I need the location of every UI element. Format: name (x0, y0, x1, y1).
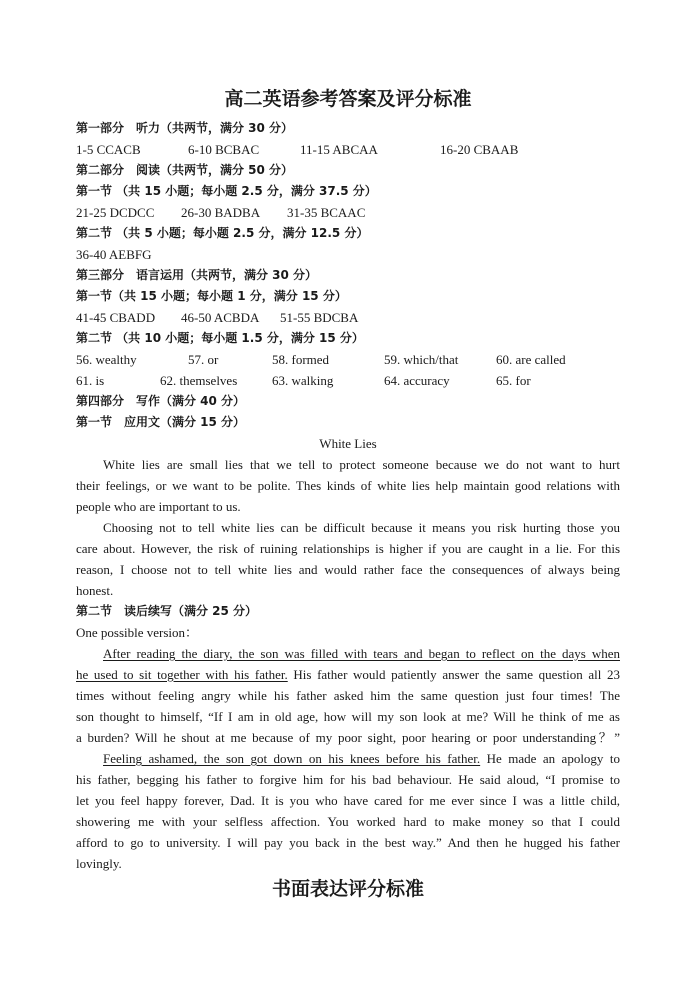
answer-group: 41-45 CBADD (76, 310, 156, 325)
underlined-sentence: he used to sit together with his father. (76, 667, 288, 682)
continuation-line: afford to go to university. I will pay you back in the best way.” And then he hugged his father (76, 835, 620, 850)
underlined-sentence: After reading the diary, the son was filled with tears and began to reflect on the days when (103, 646, 620, 661)
part2-section1-answers (76, 202, 620, 223)
continuation-text: His father would patiently answer the same question all 23 (287, 667, 620, 682)
essay-line: White lies are small lies that we tell to protect someone because we do not want to hurt (103, 457, 620, 472)
part4-section2-heading: 第二节 读后续写（满分 25 分） (76, 604, 258, 618)
continuation-line: a burden? Will he shout at me because of my poor sight, poor hearing or poor understanding？” (76, 730, 620, 745)
possible-version-label: One possible version： (76, 625, 199, 640)
continuation-line: lovingly. (76, 856, 122, 871)
part3-section1-answers (76, 307, 620, 328)
answer-group: 21-25 DCDCC (76, 205, 155, 220)
essay-line: people who are important to us. (76, 499, 241, 514)
continuation-line (76, 643, 620, 664)
part2-section2-answers (76, 244, 620, 265)
part3-section1-heading: 第一节（共 15 小题；每小题 1 分，满分 15 分） (76, 289, 347, 303)
part4-section1-heading: 第一节 应用文（满分 15 分） (76, 415, 246, 429)
part3-section2-answers-row1 (76, 349, 620, 370)
answer-group: 11-15 ABCAA (300, 142, 378, 157)
answer-item: 64. accuracy (384, 373, 450, 388)
continuation-line: son thought to himself, “If I am in old age, how will my son look at me? Will he think of me as (76, 709, 620, 724)
answer-item: 63. walking (272, 373, 334, 388)
underlined-sentence: Feeling ashamed, the son got down on his knees before his father. (103, 751, 481, 766)
answer-item: 65. for (496, 373, 531, 388)
answer-group: 1-5 CCACB (76, 142, 141, 157)
page-title: 高二英语参考答案及评分标准 (224, 88, 472, 110)
answer-group: 31-35 BCAAC (287, 205, 366, 220)
answer-item: 58. formed (272, 352, 330, 367)
essay-line: honest. (76, 583, 114, 598)
section-title: 书面表达评分标准 (271, 878, 424, 900)
essay-line: Choosing not to tell white lies can be difficult because it means you risk hurting those you (103, 520, 620, 535)
part2-section2-heading: 第二节 （共 5 小题；每小题 2.5 分，满分 12.5 分） (76, 226, 369, 240)
answer-item: 62. themselves (160, 373, 238, 388)
part4-heading: 第四部分 写作（满分 40 分） (76, 394, 246, 408)
continuation-line: his father, begging his father to forgive him for his bad behaviour. He said aloud, “I promise to (76, 772, 620, 787)
essay-line: their feelings, or we want to be polite. Thes kinds of white lies help maintain good relations with (76, 478, 620, 493)
continuation-line: times without feeling angry while his father asked him the same question just four times! The (76, 688, 620, 703)
continuation-line (76, 748, 620, 769)
answer-group: 16-20 CBAAB (440, 142, 519, 157)
part2-section1-heading: 第一节 （共 15 小题；每小题 2.5 分，满分 37.5 分） (76, 184, 377, 198)
part1-heading: 第一部分 听力（共两节，满分 30 分） (76, 121, 294, 135)
part3-section2-answers-row2 (76, 370, 620, 391)
answer-item: 56. wealthy (76, 352, 137, 367)
part1-answers-row (76, 139, 620, 160)
continuation-line (76, 664, 620, 685)
answer-group: 26-30 BADBA (181, 205, 261, 220)
essay-title: White Lies (319, 436, 377, 451)
answer-group: 51-55 BDCBA (280, 310, 359, 325)
essay-line: reason, I choose not to tell white lies and would rather face the consequences of always being (76, 562, 620, 577)
answer-item: 59. which/that (384, 352, 459, 367)
part2-heading: 第二部分 阅读（共两节，满分 50 分） (76, 163, 294, 177)
answer-group: 46-50 ACBDA (181, 310, 260, 325)
answer-item: 61. is (76, 373, 105, 388)
continuation-line: let you feel happy forever, Dad. It is you who have cared for me ever since I was a little child, (76, 793, 620, 808)
answer-group: 36-40 AEBFG (76, 247, 152, 262)
part3-heading: 第三部分 语言运用（共两节，满分 30 分） (76, 268, 318, 282)
answer-group: 6-10 BCBAC (188, 142, 260, 157)
essay-line: care about. However, the risk of ruining relationships is higher if you are caught in a lie. For this (76, 541, 620, 556)
continuation-text: He made an apology to (480, 751, 620, 766)
continuation-line: showering me with your selfless affection. You worked hard to make money so that I could (76, 814, 620, 829)
answer-item: 60. are called (496, 352, 566, 367)
part3-section2-heading: 第二节 （共 10 小题；每小题 1.5 分，满分 15 分） (76, 331, 364, 345)
answer-item: 57. or (188, 352, 219, 367)
